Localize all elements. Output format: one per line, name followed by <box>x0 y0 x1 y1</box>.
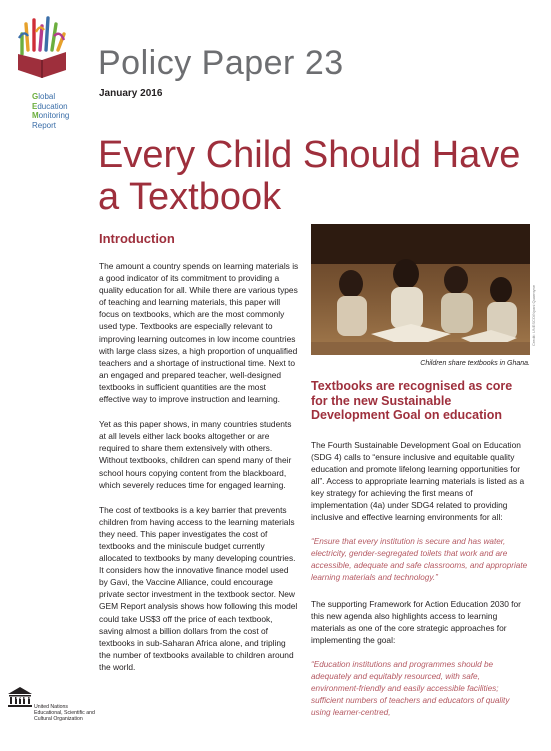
section-heading-introduction: Introduction <box>99 231 175 246</box>
wordmark-initial: G <box>32 92 39 101</box>
gem-report-logo <box>14 10 76 130</box>
gem-wordmark-line <box>32 92 69 102</box>
wordmark-rest: ducation <box>37 101 68 111</box>
series-title <box>98 44 344 83</box>
wordmark-initial: M <box>32 111 39 120</box>
section-heading-sdg: Textbooks are recognised as core for the new Sustainable Development Goal on education <box>311 379 513 422</box>
series-label: Policy Paper <box>98 44 295 82</box>
paper-number: 23 <box>304 44 344 82</box>
page-title: Every Child Should Have a Textbook <box>98 134 521 218</box>
sdg-quote-1: “Ensure that every institution is secure and has water, electricity, gender-segregated toilets that work and are accessible, adequate and safe classrooms, and appropriate learning materials and technology.” <box>311 537 528 583</box>
intro-paragraph-3: The cost of textbooks is a key barrier that prevents children from having access to the learning materials they need. This paper investigates the cost of textbooks and the miniscule budget currently allocated to textbooks by many developing countries. It considers how the innovative finance model used by Gavi, the Vaccine Alliance, could encourage private sector investment in the textbook sector. New GEM Report analysis shows how following this model could take US$3 off the price of each textbook, saving almost a billion dollars from the cost of textbooks in sub-Saharan Africa alone, and tripling the number of textbooks available to children around the world. <box>99 504 298 672</box>
photo-caption: Children share textbooks in Ghana. <box>420 360 530 367</box>
intro-paragraph-2: Yet as this paper shows, in many countries students at all levels either lack books altogether or are required to share them extensively with others. Without textbooks, children can spend many of their school hours copying content from the blackboard, which severely reduces time for engaged learning. <box>99 419 292 490</box>
classroom-photo <box>311 224 530 355</box>
children-reading-photo <box>311 224 530 355</box>
unesco-line-2: Educational, Scientific and <box>34 710 95 717</box>
gem-wordmark-line <box>32 121 69 131</box>
gem-wordmark-line <box>32 111 69 121</box>
photo-credit: Credit: UNESCO/Nyani Quarmyne <box>531 284 536 346</box>
left-column <box>99 231 299 686</box>
gem-wordmark-line <box>32 102 69 112</box>
unesco-line-1: United Nations <box>34 704 69 710</box>
gem-report-wordmark <box>32 92 69 130</box>
wordmark-rest: Report <box>32 120 57 130</box>
wordmark-initial: E <box>32 101 38 111</box>
gem-report-logo-icon <box>14 10 76 82</box>
wordmark-rest: onitoring <box>38 111 70 120</box>
sdg-paragraph-1: The Fourth Sustainable Development Goal on Education (SDG 4) calls to “ensure inclusive and equitable quality education and promote lifelong learning opportunities for all”. Access to appropriate learning materials is listed as a key strategy for achieving the first means of implementation (4a) under SDG4 related to providing inclusive and effective learning environments for all: <box>311 439 525 523</box>
right-column <box>311 379 529 732</box>
unesco-line-3: Cultural Organization <box>34 716 83 723</box>
intro-paragraph-1: The amount a country spends on learning materials is a good indicator of its commitment to providing a quality education for all. While there are various types of teaching and learning materials, this paper will focus on textbooks, which are the most commonly used type. Textbooks are especially relevant to improving learning outcomes in low income countries with large class sizes, a high proportion of unqualified teachers and a shortage of instructional time. Next to an engaged and prepared teacher, well-designed textbooks in sufficient quantities are the most effective way to improve instruction and learning. <box>99 261 299 405</box>
wordmark-rest: lobal <box>38 92 56 101</box>
unesco-logo <box>6 686 95 723</box>
sdg-paragraph-2: The supporting Framework for Action Education 2030 for this new agenda also highlights access to learning materials as one of the core strategic approaches for implementing the goal: <box>311 598 521 645</box>
sdg-quote-2: “Education institutions and programmes should be adequately and equitably resourced, with safe, environment-friendly and easily accessible facilities; sufficient numbers of teachers and educators of quality using learner-centred, <box>311 659 510 718</box>
unesco-name <box>34 704 95 723</box>
unesco-acronym: UNESCO <box>16 696 32 700</box>
publication-date: January 2016 <box>99 88 163 99</box>
